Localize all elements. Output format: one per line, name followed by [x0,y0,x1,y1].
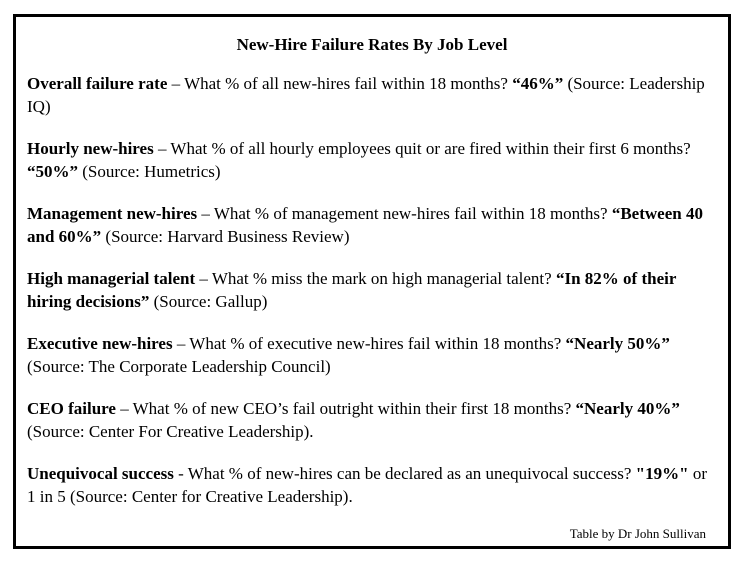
entry-separator: – [167,74,185,93]
entry-ceo-failure [27,397,717,443]
entry-source: (Source: The Corporate Leadership Council) [27,357,331,376]
entry-answer: “46%” [512,74,564,93]
entry-management-new-hires [27,202,717,248]
entry-question: What % of new CEO’s fail outright within their first 18 months? [132,399,576,418]
entry-question: What % of management new-hires fail within 18 months? [213,204,612,223]
table-frame [13,14,731,549]
entry-separator: – [115,399,133,418]
entry-source: or 1 in 5 (Source: Center for Creative Leadership). [27,464,707,506]
entry-hourly-new-hires [27,137,717,183]
entry-separator: – [197,204,214,223]
entry-label: High managerial talent [27,269,196,288]
table-title: New-Hire Failure Rates By Job Level [236,35,508,54]
entry-source: (Source: Gallup) [149,292,268,311]
entry-question: What % of new-hires can be declared as an unequivocal success? [187,464,636,483]
entry-executive-new-hires [27,332,717,378]
entries-list [27,72,717,527]
entry-source: (Source: Humetrics) [78,162,221,181]
entry-source: (Source: Harvard Business Review) [101,227,350,246]
entry-answer: “Between 40 and 60%” [27,204,703,246]
entry-label: Unequivocal success [27,464,174,483]
entry-label: Hourly new-hires [27,139,154,158]
entry-answer: "19%" [635,464,689,483]
entry-question: What % miss the mark on high managerial talent? [211,269,556,288]
entry-source: (Source: Center For Creative Leadership). [27,422,314,441]
entry-label: Executive new-hires [27,334,173,353]
entry-separator: – [153,139,171,158]
table-credit: Table by Dr John Sullivan [569,526,706,541]
entry-answer: “Nearly 50%” [565,334,670,353]
entry-answer: “50%” [27,162,78,181]
entry-answer: “Nearly 40%” [575,399,680,418]
entry-label: Overall failure rate [27,74,168,93]
entry-question: What % of executive new-hires fail within 18 months? [189,334,566,353]
entry-question: What % of all hourly employees quit or are fired within their first 6 months? [170,139,691,158]
entry-high-managerial-talent [27,267,717,313]
entry-answer: “In 82% of their hiring decisions” [27,269,677,311]
entry-separator: – [172,334,190,353]
entry-label: Management new-hires [27,204,198,223]
entry-overall-failure-rate [27,72,717,118]
entry-separator: - [173,464,188,483]
entry-label: CEO failure [27,399,116,418]
entry-unequivocal-success [27,462,717,508]
entry-source: (Source: Leadership IQ) [27,74,705,116]
entry-question: What % of all new-hires fail within 18 months? [184,74,513,93]
entry-separator: – [195,269,212,288]
